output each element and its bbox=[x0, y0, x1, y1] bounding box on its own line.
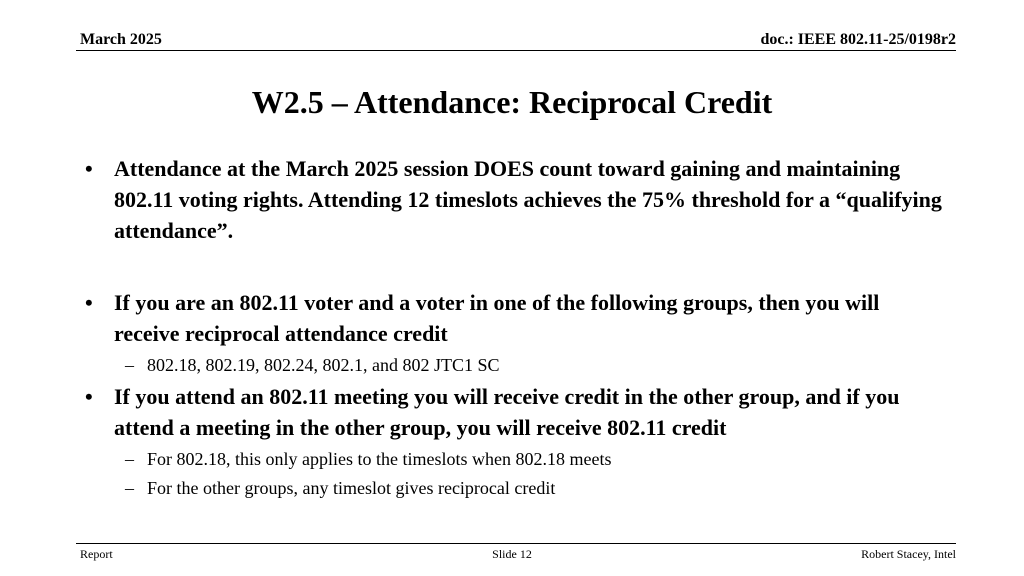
header-rule bbox=[76, 50, 956, 51]
bullet-marker: • bbox=[85, 384, 93, 409]
slide-title: W2.5 – Attendance: Reciprocal Credit bbox=[251, 84, 773, 120]
bullet-attendance bbox=[85, 153, 945, 246]
bullet-text: Attendance at the March 2025 session DOES count toward gaining and maintaining 802.11 voting rights. Attending 12 timeslots achieves the 75% threshold for a “qualifying attendance”. bbox=[114, 156, 942, 243]
footer-slide-number: Slide 12 bbox=[492, 547, 532, 561]
bullet-text: If you are an 802.11 voter and a voter in one of the following groups, then you will receive reciprocal attendance credit bbox=[114, 290, 880, 346]
subbullet-other-groups bbox=[85, 475, 945, 501]
header-doc-id: doc.: IEEE 802.11-25/0198r2 bbox=[760, 31, 956, 48]
subbullet-text: 802.18, 802.19, 802.24, 802.1, and 802 JTC1 SC bbox=[147, 355, 500, 375]
header-date: March 2025 bbox=[80, 31, 162, 48]
subbullet-marker: – bbox=[125, 355, 134, 375]
bullet-text: If you attend an 802.11 meeting you will receive credit in the other group, and if you attend a meeting in the other group, you will receive 802.11 credit bbox=[114, 384, 900, 440]
footer-author: Robert Stacey, Intel bbox=[861, 547, 956, 561]
footer-report: Report bbox=[80, 547, 113, 561]
subbullet-groups bbox=[85, 352, 945, 378]
subbullet-text: For 802.18, this only applies to the timeslots when 802.18 meets bbox=[147, 449, 612, 469]
bullet-reciprocal-voter bbox=[85, 287, 945, 349]
footer-rule bbox=[76, 543, 956, 544]
subbullet-marker: – bbox=[125, 478, 134, 498]
slide-body bbox=[85, 153, 945, 501]
subbullet-marker: – bbox=[125, 449, 134, 469]
bullet-marker: • bbox=[85, 290, 93, 315]
subbullet-text: For the other groups, any timeslot gives reciprocal credit bbox=[147, 478, 556, 498]
bullet-attend-credit bbox=[85, 381, 945, 443]
subbullet-802-18 bbox=[85, 446, 945, 472]
bullet-marker: • bbox=[85, 156, 93, 181]
spacer bbox=[85, 246, 945, 287]
